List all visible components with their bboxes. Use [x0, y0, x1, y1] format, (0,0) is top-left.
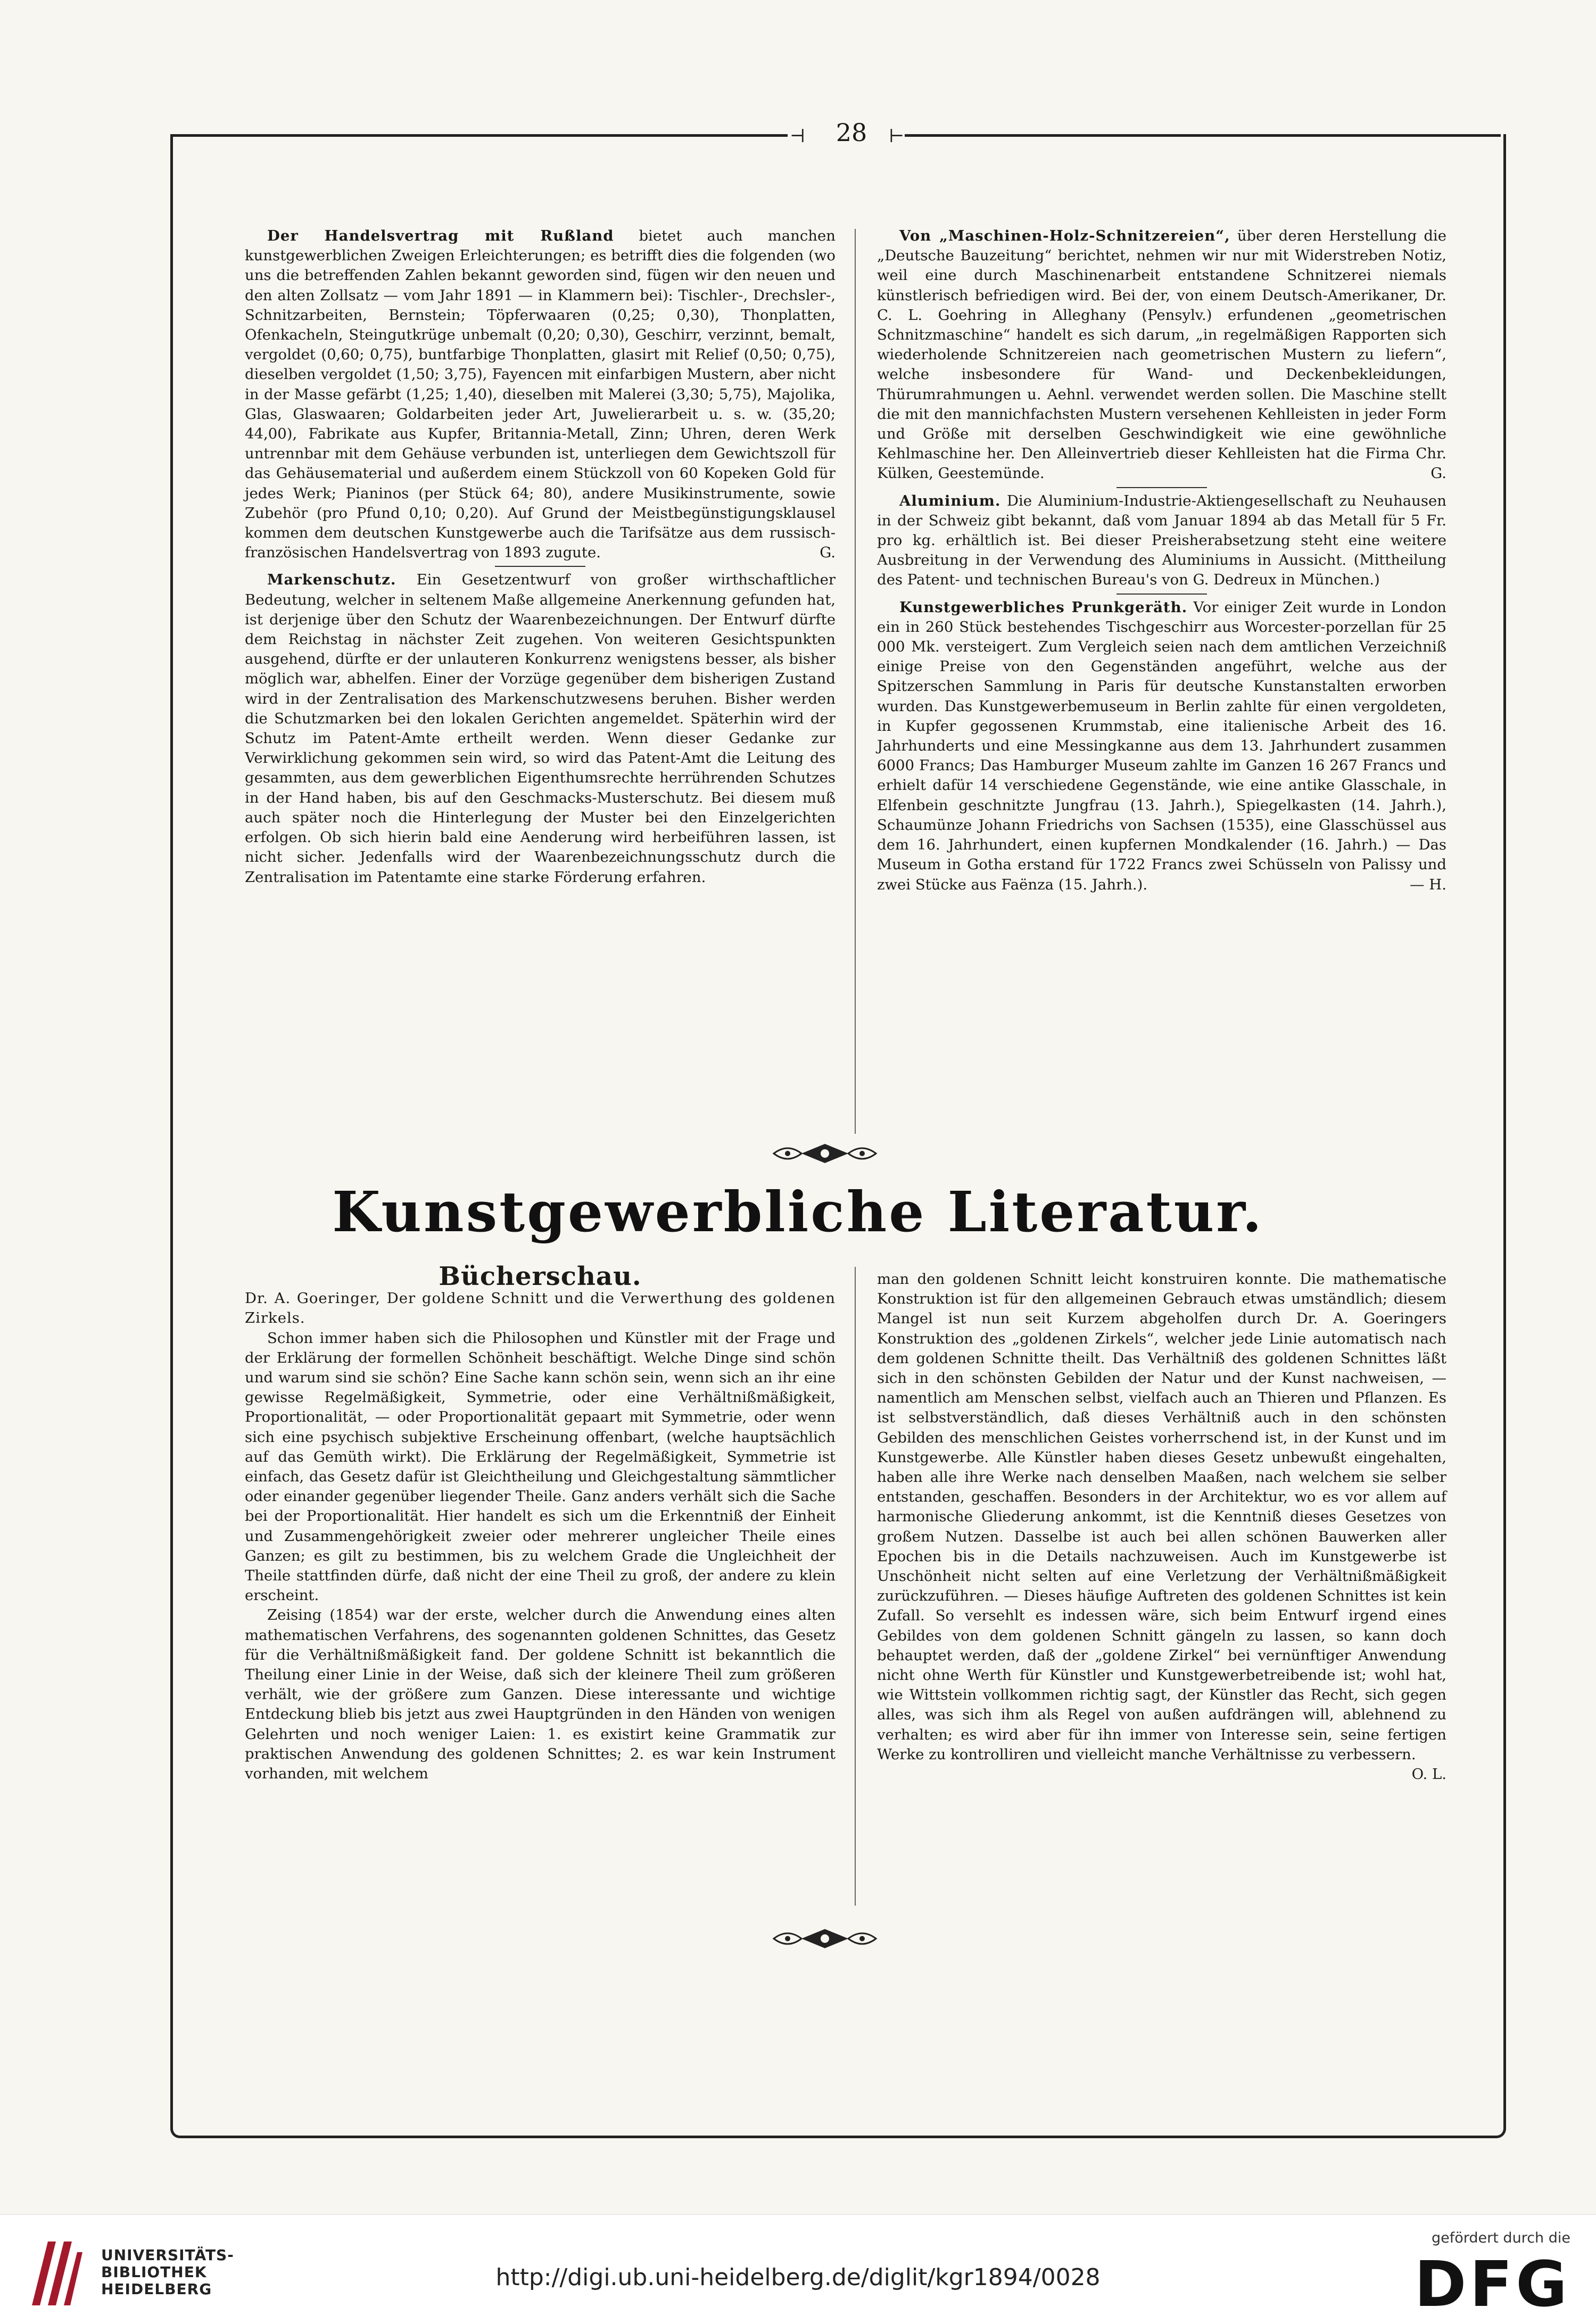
- article-text: Die Aluminium-Industrie-Aktiengesellschaft zu Neuhausen in der Schweiz gibt bekannt, daß vom Januar 1894 ab das Metall für 5 Fr. pro kg. erhältlich ist. Bei dieser Preisherabsetzung steht eine weitere Ausbreitung in der Verwendung des Aluminiums in Aussicht. (Mittheilung des Patent- und technischen Bureau's von G. Dedreux in München.): [877, 492, 1447, 589]
- article-lead: Von „Maschinen-Holz-Schnitzereien“,: [899, 227, 1230, 244]
- footer-bar: [0, 2214, 1596, 2324]
- header-ornament-left: ⊣: [790, 126, 806, 147]
- sub-title: Bücherschau.: [439, 1262, 642, 1291]
- article-separator: [1117, 487, 1207, 488]
- column-divider-bottom: [855, 1267, 856, 1906]
- uni-name-line: HEIDELBERG: [101, 2280, 212, 2298]
- article-text: Vor einiger Zeit wurde in London ein in 260 Stück bestehendes Tischgeschirr aus Worcester-porzellan für 25 000 Mk. versteigert. Zum Vergleich seien nach dem amtlichen Verzeichniß einige Preise von den Gegenständen angeführt, welche aus der Spitzerschen Sammlung in Paris für deutsche Kunstanstalten erworben wurden. Das Kunstgewerbemuseum in Berlin zahlte für einen vergoldeten, in Kupfer gegossenen Krummstab, eine italienische Arbeit des 16. Jahrhunderts und eine Messingkanne aus dem 13. Jahrhundert zusammen 6000 Francs; Das Hamburger Museum zahlte im Ganzen 16 267 Francs und erhielt dafür 14 verschiedene Gegenstände, wie eine antike Glasschale, in Elfenbein geschnitzte Jungfrau (13. Jahrh.), Spiegelkasten (14. Jahrh.), Schaumünze Johann Friedrichs von Sachsen (1535), eine Glasschüssel aus dem 16. Jahrhundert, einen kupfernen Mondkalender (16. Jahrh.) — Das Museum in Gotha erstand für 1722 Francs zwei Schüsseln von Palissy und zwei Stücke aus Faënza (15. Jahrh.).: [877, 598, 1446, 893]
- article-text: über deren Herstellung die „Deutsche Bauzeitung“ berichtet, nehmen wir nur mit Widerstreben Notiz, weil eine durch Maschinenarbeit entstandene Schnitzerei niemals künstlerisch befriedigen wird. Bei der, von einem Deutsch-Amerikaner, Dr. C. L. Goehring in Alleghany (Pensylv.) erfundenen „geometrischen Schnitzmaschine“ handelt es sich darum, „in regelmäßigen Rapporten sich wiederholende Schnitzereien nach geometrischen Mustern zu liefern“, welche insbesondere für Wand- und Deckenbekleidungen, Thürumrahmungen u. Aehnl. verwendet werden sollen. Die Maschine stellt die mit den mannichfachsten Mustern versehenen Kehlleisten in jeder Form und Größe mit derselben Geschwindigkeit wie eine gewöhnliche Kehlmaschine her. Den Alleinvertrieb dieser Kehlleisten hat die Firma Chr. Külken, Geestemünde.: [877, 227, 1446, 482]
- funding-note: gefördert durch die: [1432, 2230, 1570, 2246]
- review-paragraph-1: Schon immer haben sich die Philosophen und Künstler mit der Frage und der Erklärung der formellen Schönheit beschäftigt. Welche Dinge sind schön und warum sind sie schön? Eine Sache kann schön sein, wenn sich an ihr eine gewisse Regelmäßigkeit, Symmetrie, oder eine Verhältnißmäßigkeit, Proportionalität, — oder Proportionalität gepaart mit Symmetrie, oder wenn sich eine psychisch subjektive Erscheinung offenbart, (welche hauptsächlich auf das Gemüth wirkt). Die Erklärung der Regelmäßigkeit, Symmetrie ist einfach, das Gesetz dafür ist Gleichtheilung und Gleichgestaltung sämmtlicher oder einander gegenüber liegender Theile. Ganz anders verhält sich die Sache bei der Proportionalität. Hier handelt es sich um die Erkenntniß der Einheit und Zusammengehörigkeit zweier oder mehrerer ungleicher Theile eines Ganzen; es gilt zu bestimmen, bis zu welchem Grade die Ungleichheit der Theile stattfinden dürfe, daß nicht der eine Theil zu groß, der andere zu klein erscheint.: [245, 1329, 836, 1604]
- review-paragraph-2: Zeising (1854) war der erste, welcher durch die Anwendung eines alten mathematischen Verfahrens, des sogenannten goldenen Schnittes, das Gesetz für die Verhältnißmäßigkeit fand. Der goldene Schnitt ist bekanntlich die Theilung einer Linie in der Weise, daß sich der kleinere Theil zum größeren verhält, wie der größere zum Ganzen. Diese interessante und wichtige Entdeckung blieb bis jetzt aus zwei Hauptgründen in den Händen von wenigen Gelehrten und noch weniger Laien: 1. es existirt keine Grammatik zur praktischen Anwendung des goldenen Schnittes; 2. es war kein Instrument vorhanden, mit welchem: [245, 1606, 836, 1783]
- review-signature: O. L.: [1411, 1766, 1446, 1783]
- article-prunkgeraeth: [877, 598, 1446, 895]
- article-markenschutz: [245, 570, 836, 887]
- column-bottom-right: [877, 1270, 1446, 1784]
- article-separator: [495, 566, 585, 567]
- article-maschinen-holz: [877, 226, 1446, 484]
- article-lead: Aluminium.: [899, 492, 1001, 509]
- review-text: man den goldenen Schnitt leicht konstruiren konnte. Die mathematische Konstruktion ist für den allgemeinen Gebrauch etwas umständlich; diesem Mangel ist nun seit Kurzem abgeholfen durch Dr. A. Goeringers Konstruktion des „goldenen Zirkels“, welcher jede Linie automatisch nach dem goldenen Schnitte theilt. Das Verhältniß des goldenen Schnittes läßt sich in den schönsten Gebilden der Natur und der Kunst nachweisen, — namentlich am Menschen selbst, vielfach auch an Thieren und Pflanzen. Es ist selbstverständlich, daß dieses Verhältniß auch in den schönsten Gebilden des menschlichen Geistes vorherrschend ist, in der Kunst und im Kunstgewerbe. Alle Künstler haben dieses Gesetz unbewußt eingehalten, haben alle ihre Werke nach denselben Maaßen, nach welchem sie selber entstanden, geschaffen. Besonders in der Architektur, wo es vor allem auf harmonische Gliederung ankommt, ist die Kenntniß dieses Gesetzes von großem Nutzen. Dasselbe ist auch bei allen schönen Bauwerken aller Epochen bis in die Details nachzuweisen. Auch im Kunstgewerbe ist Unschönheit nicht selten auf eine Verletzung der Verhältnißmäßigkeit zurückzuführen. — Dieses häufige Auftreten des goldenen Schnittes ist kein Zufall. So versehlt es indessen wäre, sich beim Entwurf irgend eines Gebildes von dem goldenen Schnitt gängeln zu lassen, so kann doch behauptet werden, daß der „goldene Zirkel“ bei vernünftiger Anwendung nicht ohne Werth für Künstler und Kunstgewerbetreibende ist; wohl hat, wie Wittstein vollkommen richtig sagt, der Künstler das Recht, sich gegen alles, was sich ihm als Regel von außen aufdrängen will, ablehnend zu verhalten; es wird aber für ihn immer von Interesse sein, seine fertigen Werke zu kontrolliren und vielleicht manche Verhältnisse zu verbessern.: [877, 1271, 1446, 1763]
- article-separator: [1117, 594, 1207, 595]
- article-lead: Der Handelsvertrag mit Rußland: [267, 227, 614, 244]
- article-signature: G.: [1430, 465, 1446, 482]
- column-divider-top: [855, 229, 856, 1134]
- uni-name-line: BIBLIOTHEK: [101, 2263, 207, 2281]
- article-lead: Kunstgewerbliches Prunkgeräth.: [899, 598, 1188, 616]
- article-aluminium: [877, 491, 1446, 590]
- column-top-right: [877, 226, 1446, 895]
- article-text: bietet auch manchen kunstgewerblichen Zweigen Erleichterungen; es betrifft dies die folgenden (wo uns die betreffenden Zahlen bekannt geworden sind, fügen wir den neuen und den alten Zollsatz — vom Jahr 1891 — in Klammern bei): Tischler-, Drechsler-, Schnitzarbeiten, Bernstein; Töpferwaaren (0,25; 0,30), Thonplatten, Ofenkacheln, Steingutkrüge unbemalt (0,20; 0,30), Geschirr, verzinnt, bemalt, vergoldet (0,60; 0,75), buntfarbige Thonplatten, glasirt mit Relief (0,50; 0,75), dieselben vergoldet (1,50; 3,75), Fayencen mit einfarbigen Mustern, aber nicht in der Masse gefärbt (1,25; 1,40), dieselben mit Malerei (3,30; 5,75), Majolika, Glas, Glaswaaren; Goldarbeiten jeder Art, Juwelierarbeit u. s. w. (35,20; 44,00), Fabrikate aus Kupfer, Britannia-Metall, Zinn; Uhren, deren Werk untrennbar mit dem Gehäuse verbunden ist, unterliegen dem Gewichtszoll für das Gehäusematerial und außerdem einem Stückzoll von 60 Kopeken Gold für jedes Werk; Pianinos (per Stück 64; 80), andere Musikinstrumente, sowie Zubehör (pro Pfund 0,10; 0,20). Auf Grund der Meistbegünstigungsklausel kommen dem deutschen Kunstgewerbe auch die Tarifsätze aus dem russisch-französischen Handelsvertrag von 1893 zugute.: [245, 227, 836, 562]
- article-handelsvertrag: [245, 226, 836, 563]
- article-signature: G.: [820, 544, 836, 562]
- source-url-link[interactable]: http://digi.ub.uni-heidelberg.de/diglit/kgr1894/0028: [495, 2264, 1101, 2291]
- uni-name-line: UNIVERSITÄTS-: [101, 2246, 234, 2264]
- section-title: Kunstgewerbliche Literatur.: [332, 1179, 1264, 1245]
- column-top-left: [245, 226, 836, 887]
- article-signature: — H.: [1410, 876, 1446, 893]
- dfg-logo: DFG: [1414, 2247, 1570, 2321]
- review-paragraph-3: [877, 1270, 1446, 1783]
- review-heading: Dr. A. Goeringer, Der goldene Schnitt und die Verwerthung des goldenen Zirkels.: [245, 1290, 836, 1327]
- header-ornament-right: ⊢: [889, 126, 905, 147]
- column-bottom-left: [245, 1262, 836, 1784]
- article-lead: Markenschutz.: [267, 571, 396, 589]
- ornament-divider-icon: [772, 1927, 878, 1950]
- article-text: Ein Gesetzentwurf von großer wirthschaftlicher Bedeutung, welcher in seltenem Maße allgemeine Anerkennung gefunden hat, ist derjenige über den Schutz der Waarenbezeichnungen. Der Entwurf dürfte dem Reichstag in nächster Zeit zugehen. Von weiteren Gesichtspunkten ausgehend, dürfte er der unlauteren Konkurrenz wenigstens besser, als bisher möglich war, abhelfen. Einer der Vorzüge gegenüber dem bisherigen Zustand wird in der Zentralisation des Markenschutzwesens beruhen. Bisher werden die Schutzmarken bei den lokalen Gerichten angemeldet. Späterhin wird der Schutz im Patent-Amte ertheilt werden. Wenn dieser Gedanke zur Verwirklichung gekommen sein wird, so wird das Patent-Amt die Leitung des gesammten, aus dem gewerblichen Eigenthumsrechte herrührenden Schutzes in der Hand haben, bis auf den Geschmacks-Musterschutz. Bei diesem muß auch später noch die Hinterlegung der Muster bei den Einzelgerichten erfolgen. Ob sich hierin bald eine Aenderung wird herbeiführen lassen, ist nicht sicher. Jedenfalls wird der Waarenbezeichnungsschutz durch die Zentralisation im Patentamte eine starke Förderung erfahren.: [245, 571, 836, 886]
- ornament-divider-icon: [772, 1142, 878, 1165]
- page-number: 28: [836, 118, 867, 147]
